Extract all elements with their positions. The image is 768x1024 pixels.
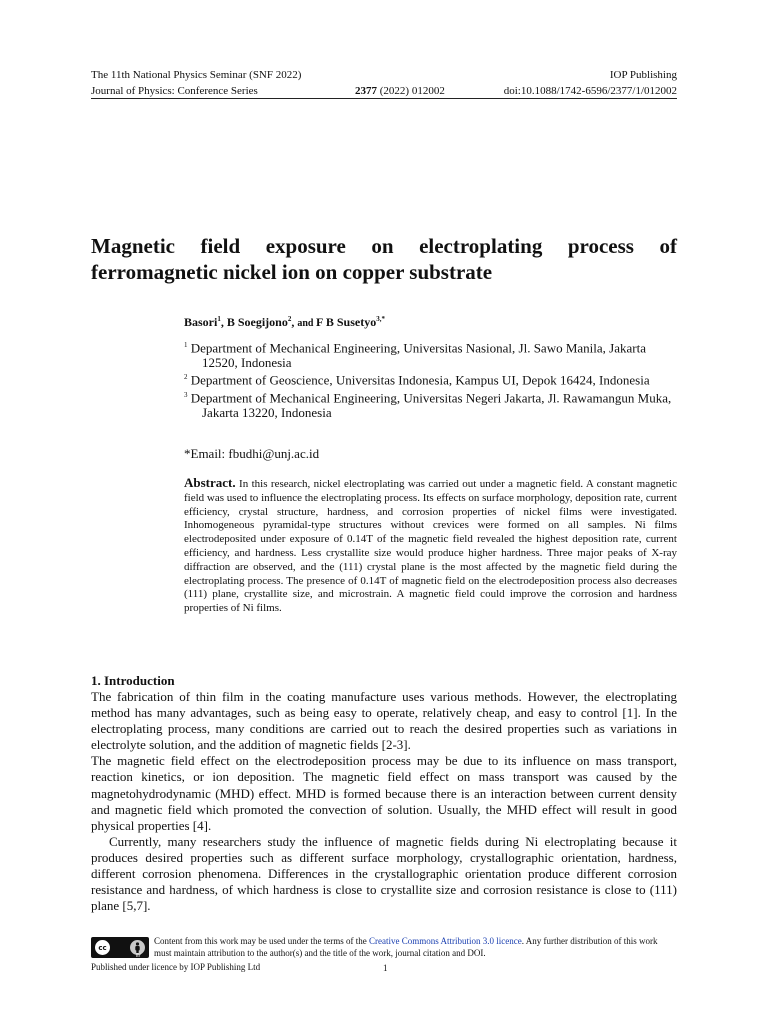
affiliation-3-text: Department of Mechanical Engineering, Universitas Negeri Jakarta, Jl. Rawamangun Muka, Jakarta 13220, Indonesia — [187, 389, 672, 420]
author-1: Basori — [184, 315, 218, 329]
affiliation-1-num: 1 — [184, 341, 188, 349]
abstract-text: In this research, nickel electroplating was carried out under a magnetic field. A constant magnetic field was used to influence the electroplating process. Its effects on surface morphology, deposition rate, current efficiency, crystal structure, hardness, and corrosion properties of nickel films were investigated. Inhomogeneous pyramidal-type structures without crevices were formed on all samples. Ni films electrodeposited under exposure of 0.14T of the magnetic field revealed the highest deposition rate, current efficiency, and hardness. Less crystallite size would produce higher hardness. Three major peaks of X-ray diffraction are observed, and the (111) crystal plane is the most affected by the magnetic field during the electroplating process. The presence of 0.14T of magnetic field on the electrodeposition process also decreases (111) plane, crystallite size, and microstrain. A magnetic field could improve the corrosion and hardness properties of Ni films. — [184, 478, 677, 615]
author-and: and — [297, 318, 316, 329]
cc-icon: cc — [95, 940, 110, 955]
author-list — [184, 315, 385, 330]
author-2: , B Soegijono — [220, 315, 288, 329]
intro-paragraph-1: The fabrication of thin film in the coating manufacture uses various methods. However, the electroplating method has many advantages, such as being easy to operate, relatively cheap, and easy to control [1]. In the electroplating process, many conditions are carried out to reach the desired properties such as variations in electrolyte solution, and the addition of magnetic fields [2-3]. — [91, 689, 677, 753]
affiliation-2 — [184, 370, 678, 387]
author-2-affil: 2 — [287, 315, 292, 323]
author-separator: , — [291, 315, 298, 329]
cc-by-license-badge[interactable] — [91, 937, 149, 958]
publisher-licence-line: Published under licence by IOP Publishing Ltd — [91, 962, 261, 972]
publisher-name: IOP Publishing — [609, 69, 677, 81]
intro-paragraph-3: Currently, many researchers study the influence of magnetic fields during Ni electroplating because it produces desired properties such as different surface morphology, crystallographic orientation, hardness, different corrosion phenomena. Differences in the crystallographic orientation produce different corrosion resistance and hardness, of which hardness is close to crystallite size and corrosion resistance is close to (111) plane [5,7]. — [91, 833, 677, 914]
license-notice — [154, 936, 677, 959]
license-text-post: . Any further distribution of this work must maintain attribution to the author(s) and the title of the work, journal citation and DOI. — [154, 936, 658, 958]
introduction-body — [91, 689, 677, 914]
citation — [355, 84, 445, 98]
affiliation-1 — [184, 338, 678, 370]
affiliation-3 — [184, 388, 678, 420]
affiliation-1-text: Department of Mechanical Engineering, Universitas Nasional, Jl. Sawo Manila, Jakarta 12520, Indonesia — [187, 340, 646, 371]
author-3-affil: 3,* — [376, 315, 385, 323]
journal-name: Journal of Physics: Conference Series — [91, 85, 258, 97]
license-link[interactable]: Creative Commons Attribution 3.0 licence — [368, 936, 522, 946]
affiliations — [184, 338, 678, 420]
section-heading-introduction: 1. Introduction — [91, 673, 175, 688]
license-text-pre: Content from this work may be used under the terms of the — [154, 936, 369, 946]
volume: 2377 — [355, 85, 377, 97]
year-article: (2022) 012002 — [377, 85, 445, 97]
author-3: F B Susetyo — [315, 315, 377, 329]
by-label: BY — [136, 953, 141, 958]
author-1-affil: 1 — [217, 315, 221, 323]
abstract — [184, 476, 677, 616]
seminar-name: The 11th National Physics Seminar (SNF 2022) — [91, 69, 302, 81]
affiliation-2-text: Department of Geoscience, Universitas Indonesia, Kampus UI, Depok 16424, Indonesia — [187, 372, 650, 388]
corresponding-email: *Email: fbudhi@unj.ac.id — [184, 446, 320, 461]
page-number: 1 — [383, 963, 388, 973]
intro-paragraph-2: The magnetic field effect on the electrodeposition process may be due to its influence on mass transport, reaction kinetics, or ion deposition. The magnetic field effect on mass transport was caused by the magnetohydrodynamic (MHD) effect. MHD is formed because there is an interaction between current density and magnetic field which promoted the convection of solution. Usually, the MHD effect will result in good physical properties [4]. — [91, 753, 677, 833]
header-rule — [91, 98, 677, 99]
abstract-heading: Abstract. — [184, 475, 236, 490]
doi: doi:10.1088/1742-6596/2377/1/012002 — [503, 85, 677, 97]
affiliation-2-num: 2 — [184, 373, 188, 382]
affiliation-3-num: 3 — [184, 390, 188, 399]
paper-title: Magnetic field exposure on electroplating process of ferromagnetic nickel ion on copper substrate — [91, 234, 677, 284]
